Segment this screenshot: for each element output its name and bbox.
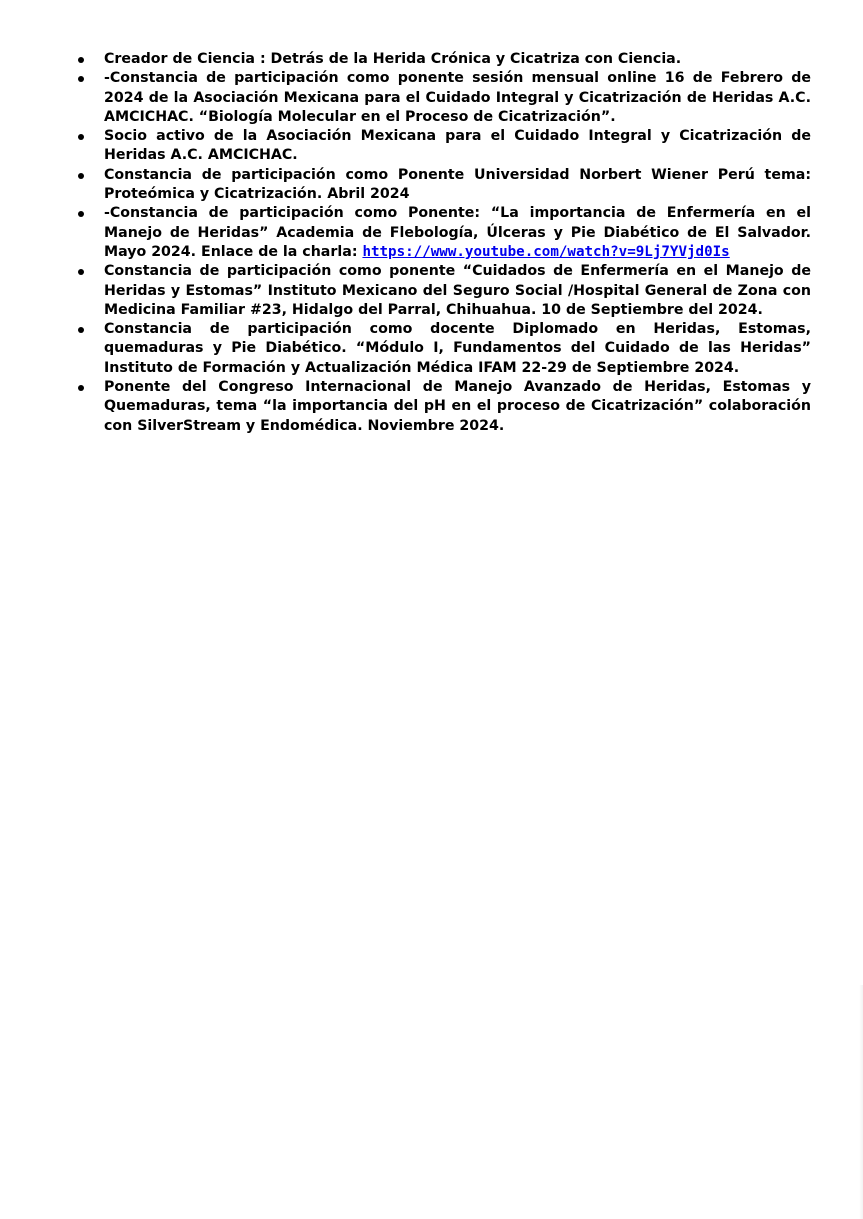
list-item-text: Constancia de participación como Ponente Universidad Norbert Wiener Perú tema: Proteómica y Cicatrización. Abril 2024: [104, 166, 811, 203]
achievements-list: [78, 50, 811, 436]
list-item: [78, 69, 811, 127]
list-item: [78, 50, 811, 69]
bullet-icon: [78, 134, 84, 140]
page-edge-shadow: [859, 985, 863, 1219]
bullet-icon: [78, 173, 84, 179]
list-item-text: Ponente del Congreso Internacional de Manejo Avanzado de Heridas, Estomas y Quemaduras, tema “la importancia del pH en el proceso de Cicatrización” colaboración con SilverStream y Endomédica. Noviembre 2024.: [104, 379, 811, 434]
bullet-icon: [78, 385, 84, 391]
bullet-icon: [78, 211, 84, 217]
list-item-text: -Constancia de participación como ponente sesión mensual online 16 de Febrero de 2024 de la Asociación Mexicana para el Cuidado Integral y Cicatrización de Heridas A.C. AMCICHAC. “Biología Molecular en el Proceso de Cicatrización”.: [104, 70, 811, 125]
list-item-text: Constancia de participación como docente Diplomado en Heridas, Estomas, quemaduras y Pie Diabético. “Módulo I, Fundamentos del Cuidado de las Heridas” Instituto de Formación y Actualización Médica IFAM 22-29 de Septiembre 2024.: [104, 321, 811, 376]
bullet-icon: [78, 269, 84, 275]
bullet-icon: [78, 76, 84, 82]
list-item-text: Creador de Ciencia : Detrás de la Herida Crónica y Cicatriza con Ciencia.: [104, 51, 682, 67]
list-item-text: Socio activo de la Asociación Mexicana para el Cuidado Integral y Cicatrización de Heridas A.C. AMCICHAC.: [104, 128, 811, 164]
list-item: [78, 378, 811, 436]
list-item: [78, 166, 811, 205]
bullet-icon: [78, 57, 84, 63]
list-item-text: -Constancia de participación como Ponente: “La importancia de Enfermería en el Manejo de Heridas” Academia de Flebología, Úlceras y Pie Diabético de El Salvador. Mayo 2024. Enlace de la charla:: [104, 205, 811, 260]
list-item: [78, 204, 811, 262]
list-item-text: Constancia de participación como ponente “Cuidados de Enfermería en el Manejo de Heridas y Estomas” Instituto Mexicano del Seguro Social /Hospital General de Zona con Medicina Familiar #23, Hidalgo del Parral, Chihuahua. 10 de Septiembre del 2024.: [104, 263, 811, 318]
list-item: [78, 320, 811, 378]
bullet-icon: [78, 327, 84, 333]
list-item: [78, 127, 811, 166]
youtube-link[interactable]: https://www.youtube.com/watch?v=9Lj7YVjd0Is: [362, 243, 730, 260]
list-item: [78, 262, 811, 320]
